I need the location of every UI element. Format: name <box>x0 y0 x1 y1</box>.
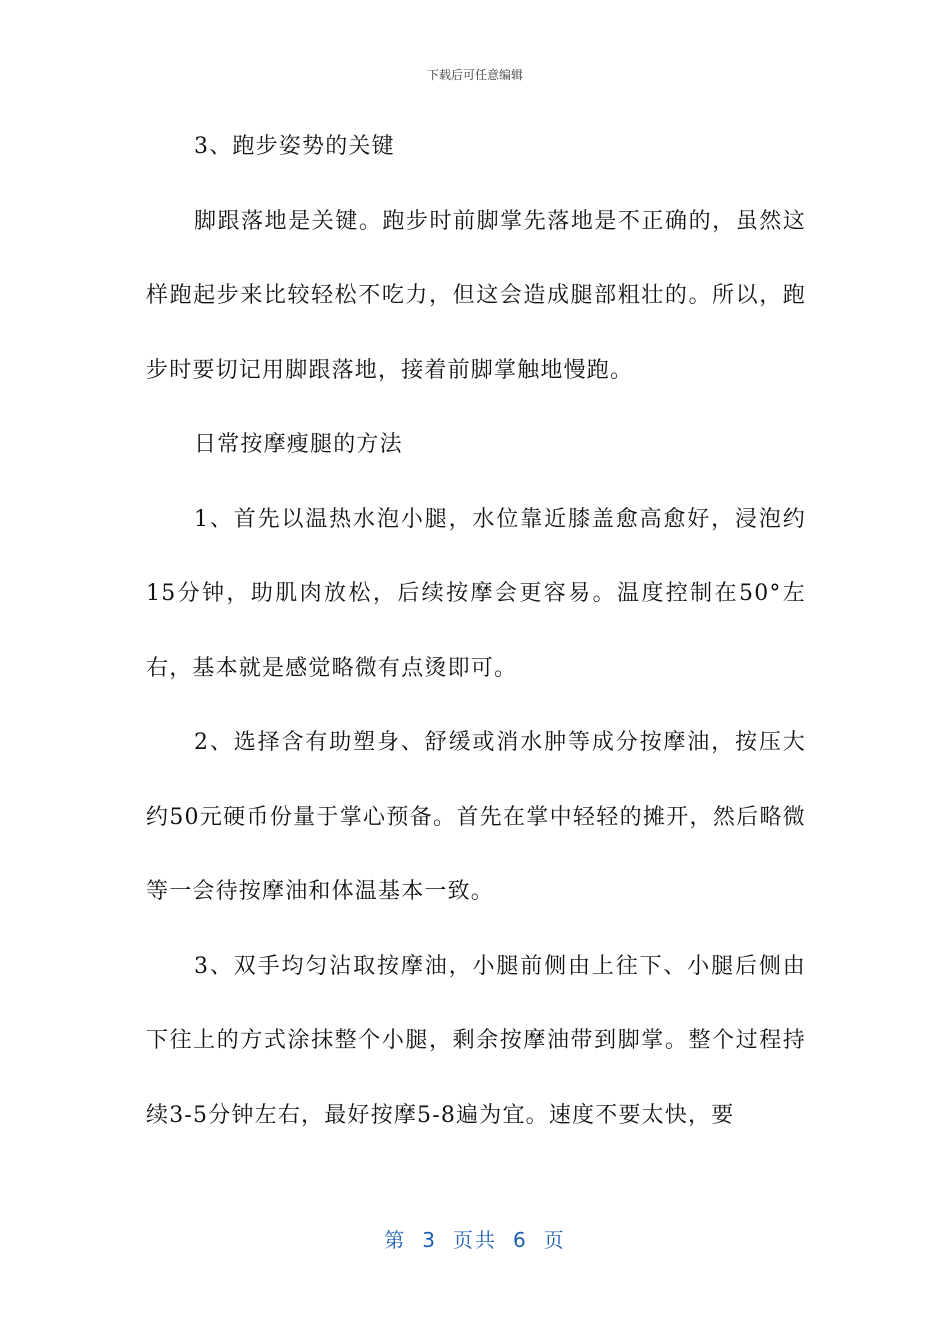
section-heading-massage-methods: 日常按摩瘦腿的方法 <box>194 432 403 457</box>
footer-total-pages: 6 <box>513 1228 528 1252</box>
paragraph-step-1: 1、首先以温热水泡小腿，水位靠近膝盖愈高愈好，浸泡约15分钟，助肌肉放松，后续按摩会更容易。温度控制在50°左右，基本就是感觉略微有点烫即可。 <box>146 506 806 681</box>
document-body <box>146 110 806 1153</box>
paragraph-heel-landing: 脚跟落地是关键。跑步时前脚掌先落地是不正确的，虽然这样跑起步来比较轻松不吃力，但这会造成腿部粗壮的。所以，跑步时要切记用脚跟落地，接着前脚掌触地慢跑。 <box>146 208 806 383</box>
footer-mid: 页共 <box>453 1228 497 1252</box>
footer-current-page: 3 <box>422 1228 437 1252</box>
section-heading-running-posture: 3、跑步姿势的关键 <box>194 134 395 159</box>
header-note: 下载后可任意编辑 <box>426 68 523 82</box>
paragraph-step-3: 3、双手均匀沾取按摩油，小腿前侧由上往下、小腿后侧由下往上的方式涂抹整个小腿，剩余按摩油带到脚掌。整个过程持续3-5分钟左右，最好按摩5-8遍为宜。速度不要太快，要 <box>146 953 806 1128</box>
footer-prefix: 第 <box>384 1228 407 1252</box>
paragraph-step-2: 2、选择含有助塑身、舒缓或消水肿等成分按摩油，按压大约50元硬币份量于掌心预备。首先在掌中轻轻的摊开，然后略微等一会待按摩油和体温基本一致。 <box>146 730 806 904</box>
footer-suffix: 页 <box>543 1228 566 1252</box>
page-number-footer <box>0 1224 950 1253</box>
